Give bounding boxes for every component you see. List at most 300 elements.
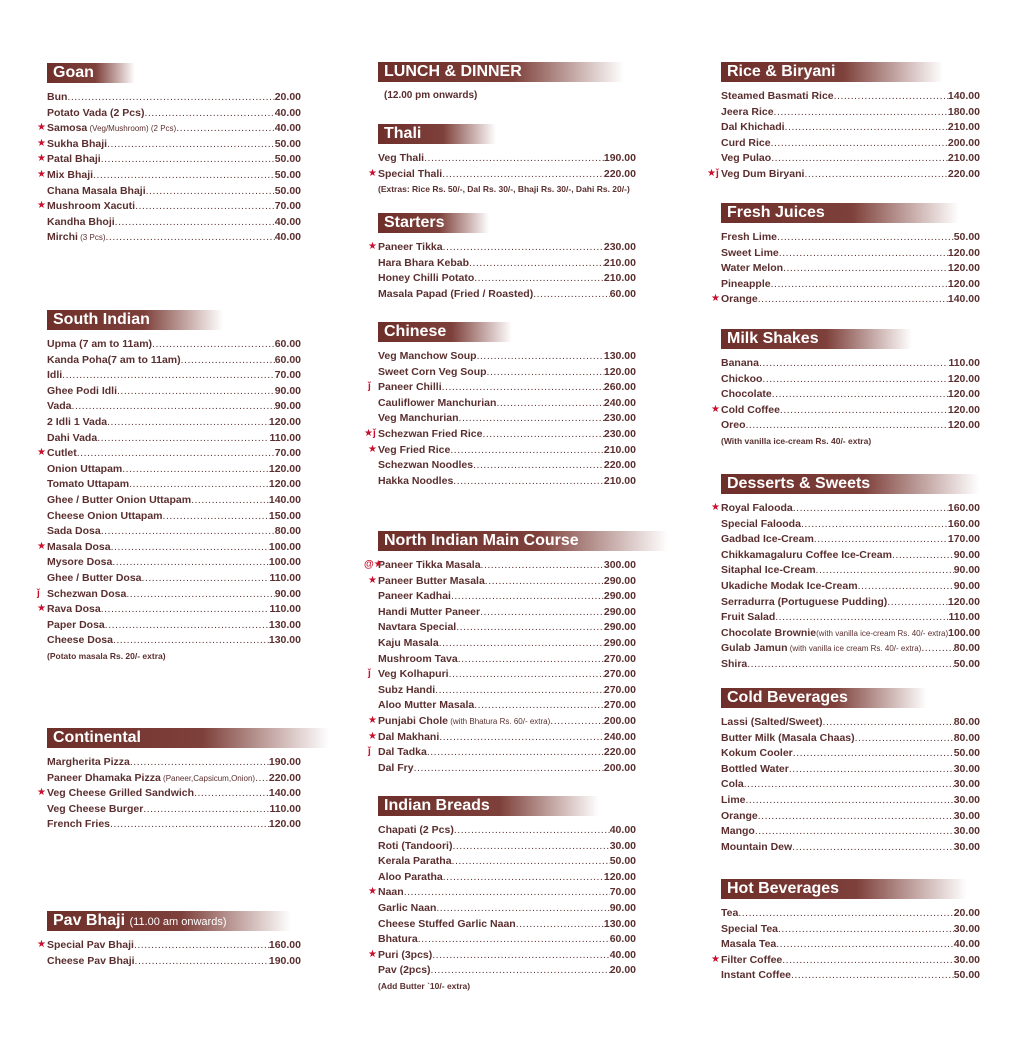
item-price: 70.00 [274, 200, 301, 213]
section-header [721, 203, 959, 223]
item-leader-dots [105, 231, 274, 243]
item-name [378, 241, 443, 253]
item-price: 130.00 [603, 350, 636, 362]
item-leader-dots [77, 447, 275, 459]
section-milk-shakes [711, 329, 980, 446]
item-leader-dots [738, 907, 953, 919]
item-leader-dots [782, 954, 953, 966]
item-name-text: Kaju Masala [378, 636, 439, 649]
section-title: Starters [384, 214, 445, 231]
item-price: 50.00 [274, 153, 301, 166]
item-price: 140.00 [947, 293, 980, 306]
item-price: 20.00 [609, 964, 636, 977]
item-leader-dots [778, 923, 954, 935]
item-name-text: Idli [47, 369, 63, 382]
menu-item [721, 121, 980, 137]
item-price: 220.00 [268, 771, 301, 784]
item-name [721, 357, 759, 369]
item-name-text: Garlic Naan [378, 901, 437, 914]
item-price: 140.00 [947, 90, 980, 102]
item-name-text: Bottled Water [721, 762, 789, 775]
menu-item [368, 381, 636, 397]
item-leader-dots [858, 580, 954, 592]
item-leader-dots [451, 590, 604, 602]
item-name-text: Kerala Paratha [378, 855, 452, 868]
menu-item [721, 923, 980, 939]
menu-item [378, 653, 636, 669]
menu-item [711, 953, 980, 970]
item-name-text: Paneer Tikka Masala [378, 559, 481, 571]
item-name [721, 168, 804, 180]
menu-item [47, 338, 301, 354]
item-name [378, 855, 452, 867]
item-name-text: Veg Kolhapuri [378, 668, 449, 681]
item-name [721, 642, 921, 654]
item-leader-dots [793, 747, 954, 759]
item-price: 50.00 [953, 657, 980, 670]
item-leader-dots [456, 621, 604, 633]
item-price: 30.00 [953, 793, 980, 806]
item-name [378, 397, 496, 409]
item-name [721, 658, 747, 670]
item-name-text: Puri (3pcs) [378, 948, 433, 961]
item-leader-dots [454, 824, 610, 836]
menu-item [37, 168, 301, 185]
menu-item [47, 525, 301, 541]
item-name [721, 969, 791, 981]
item-name [47, 400, 72, 412]
item-name [47, 478, 129, 490]
item-leader-dots [459, 412, 604, 424]
section-header [47, 310, 223, 330]
item-name-text: Special Tea [721, 922, 779, 935]
item-leader-dots [72, 400, 275, 412]
item-name-text: Roti (Tandoori) [378, 839, 453, 852]
item-price: 60.00 [274, 338, 301, 350]
section-fresh-juices [711, 203, 980, 309]
item-leader-dots [793, 502, 948, 514]
item-leader-dots [887, 596, 948, 608]
menu-item [721, 518, 980, 534]
item-marker-icon: ★ [368, 730, 377, 742]
item-marker-icon: ★ [368, 241, 377, 252]
menu-item [378, 684, 636, 700]
item-price: 290.00 [603, 590, 636, 603]
item-name-text: Mix Bhaji [47, 168, 94, 181]
menu-item [37, 939, 301, 955]
item-name [378, 272, 474, 284]
item-leader-dots [772, 388, 948, 400]
item-name-text: Tomato Uttapam [47, 478, 130, 491]
item-leader-dots [144, 107, 274, 119]
item-price: 290.00 [603, 621, 636, 634]
section-title: Fresh Juices [727, 204, 825, 221]
item-name-text: Cutlet [47, 447, 77, 460]
item-leader-dots [801, 518, 948, 530]
item-leader-dots [134, 939, 269, 951]
item-price: 130.00 [268, 634, 301, 647]
item-name-detail: (Paneer,Capsicum,Onion) [160, 773, 256, 783]
menu-item [37, 122, 301, 138]
item-name-text: Fruit Salad [721, 611, 776, 624]
item-name [721, 763, 789, 775]
item-leader-dots [774, 106, 948, 118]
item-price: 290.00 [603, 605, 636, 618]
menu-item [721, 841, 980, 857]
item-leader-dots [130, 756, 269, 768]
item-leader-dots [776, 938, 953, 950]
item-name [47, 463, 122, 475]
item-name [47, 541, 111, 553]
item-marker-icon: ★ [37, 153, 46, 165]
item-price: 50.00 [274, 184, 301, 197]
item-name [378, 871, 443, 883]
section-subtitle: (11.00 am onwards) [129, 916, 227, 928]
item-name-text: Kandha Bhoji [47, 215, 115, 228]
section-header [47, 911, 291, 931]
item-price: 90.00 [274, 587, 301, 600]
item-name-text: Special Pav Bhaji [47, 939, 134, 951]
section-goan [37, 63, 301, 247]
item-leader-dots [126, 588, 274, 600]
item-name [378, 288, 533, 300]
item-name-text: Fresh Lime [721, 231, 778, 243]
menu-item [378, 699, 636, 715]
item-leader-dots [789, 763, 954, 775]
item-leader-dots [142, 572, 270, 584]
menu-item [378, 366, 636, 382]
item-leader-dots [67, 91, 274, 103]
menu-item [721, 907, 980, 923]
item-price: 90.00 [609, 901, 636, 914]
item-price: 200.00 [947, 136, 980, 149]
item-price: 270.00 [603, 668, 636, 681]
item-name-text: Navtara Special [378, 621, 457, 634]
menu-item [47, 818, 301, 834]
menu-item [368, 730, 636, 747]
item-price: 70.00 [609, 886, 636, 899]
item-price: 90.00 [953, 579, 980, 592]
item-leader-dots [122, 463, 269, 475]
item-price: 130.00 [268, 618, 301, 631]
menu-item [721, 794, 980, 810]
item-name [47, 369, 62, 381]
menu-item [37, 587, 301, 604]
section-title: North Indian Main Course [384, 532, 579, 549]
item-name [378, 412, 459, 424]
section-continental [37, 728, 301, 834]
menu-item [378, 459, 636, 475]
menu-item [47, 91, 301, 107]
item-price: 270.00 [603, 652, 636, 665]
item-price: 50.00 [609, 855, 636, 868]
item-leader-dots [474, 272, 604, 284]
menu-item [368, 443, 636, 460]
item-name [721, 778, 744, 790]
item-price: 90.00 [274, 384, 301, 397]
section-note: (Extras: Rice Rs. 50/-, Dal Rs. 30/-, Bhaji Rs. 30/-, Dahi Rs. 20/-) [378, 184, 630, 195]
menu-item [368, 886, 636, 902]
item-name-text: Dal Tadka [378, 746, 427, 759]
menu-item [707, 167, 980, 184]
item-name [721, 373, 762, 385]
item-marker-icon: ★ [37, 603, 46, 615]
item-name-text: Aloo Mutter Masala [378, 699, 475, 712]
item-price: 120.00 [268, 478, 301, 491]
item-name [378, 902, 436, 914]
menu-item [721, 564, 980, 580]
item-name-text: Sweet Lime [721, 246, 779, 259]
menu-item [47, 510, 301, 526]
menu-item [721, 747, 980, 763]
item-leader-dots [135, 955, 269, 967]
item-name [378, 559, 481, 571]
item-name [721, 938, 776, 950]
item-price: 20.00 [953, 907, 980, 919]
item-name-text: Lime [721, 793, 746, 806]
menu-item [47, 619, 301, 635]
item-name-text: Banana [721, 357, 759, 369]
menu-item [37, 153, 301, 169]
item-price: 160.00 [947, 517, 980, 530]
item-leader-dots [101, 153, 275, 165]
menu-item [721, 716, 980, 732]
item-name-text: Cola [721, 778, 744, 791]
item-name-text: Ukadiche Modak Ice-Cream [721, 579, 858, 592]
menu-item [47, 772, 301, 788]
item-name-text: Rava Dosa [47, 603, 101, 616]
item-leader-dots [107, 416, 269, 428]
menu-item [721, 969, 980, 985]
item-leader-dots [823, 716, 954, 728]
item-name-text: Punjabi Chole [378, 714, 449, 727]
menu-item [47, 216, 301, 232]
menu-item [368, 668, 636, 684]
section-note: (Add Butter `10/- extra) [378, 980, 471, 991]
item-marker-icon: ★ [37, 787, 46, 799]
item-name [47, 556, 112, 568]
menu-item [47, 756, 301, 772]
menu-item [721, 357, 980, 373]
item-price: 70.00 [274, 369, 301, 382]
item-name [47, 385, 117, 397]
item-marker-icon: ★ [711, 293, 720, 305]
item-name-detail: (with vanilla ice-cream Rs. 40/- extra) [816, 628, 949, 638]
item-marker-icon: ★ [37, 137, 46, 149]
item-price: 120.00 [603, 870, 636, 883]
item-marker-icon: ★ [711, 502, 720, 513]
section-pav-bhaji [37, 911, 301, 970]
item-leader-dots [759, 357, 949, 369]
item-leader-dots [62, 369, 275, 381]
item-name [47, 572, 142, 584]
menu-item [721, 580, 980, 596]
item-price: 210.00 [603, 443, 636, 456]
item-price: 190.00 [268, 756, 301, 768]
item-price: 150.00 [268, 509, 301, 522]
item-leader-dots [747, 658, 953, 670]
item-name [47, 818, 110, 830]
item-name-text: Masala Tea [721, 938, 777, 951]
item-price: 140.00 [268, 787, 301, 800]
item-leader-dots [804, 168, 947, 180]
item-leader-dots [431, 964, 610, 976]
item-price: 120.00 [947, 372, 980, 385]
menu-item [378, 621, 636, 637]
menu-item [378, 933, 636, 949]
item-leader-dots [424, 152, 604, 164]
menu-item [47, 354, 301, 370]
item-name [721, 388, 772, 400]
item-leader-dots [163, 510, 269, 522]
item-leader-dots [129, 478, 269, 490]
menu-item [47, 107, 301, 123]
menu-item [721, 90, 980, 106]
item-name [47, 138, 107, 150]
item-price: 50.00 [953, 969, 980, 982]
menu-item [368, 574, 636, 591]
menu-item [378, 824, 636, 840]
item-name-text: Cheese Onion Uttapam [47, 509, 163, 522]
item-price: 30.00 [953, 953, 980, 966]
menu-item [721, 642, 980, 658]
item-name [47, 122, 176, 134]
item-name-text: Bhatura [378, 933, 418, 946]
item-name [378, 653, 458, 665]
item-price: 190.00 [603, 152, 636, 164]
item-leader-dots [458, 653, 604, 665]
section-starters [368, 213, 636, 303]
item-price: 270.00 [603, 699, 636, 712]
item-name [378, 152, 424, 164]
item-name-text: Orange [721, 293, 758, 306]
menu-item [721, 825, 980, 841]
item-name [721, 262, 783, 274]
item-name-detail: (with Bhatura Rs. 60/- extra) [448, 716, 551, 726]
item-leader-dots [181, 354, 275, 366]
item-price: 300.00 [603, 559, 636, 571]
item-price: 220.00 [603, 459, 636, 472]
item-name-text: Honey Chilli Potato [378, 272, 475, 285]
item-price: 170.00 [947, 533, 980, 546]
item-price: 80.00 [953, 731, 980, 744]
item-price: 190.00 [268, 954, 301, 967]
item-leader-dots [762, 373, 947, 385]
item-name-text: Kokum Cooler [721, 747, 793, 760]
section-indian-breads [368, 796, 636, 991]
menu-item [721, 763, 980, 779]
item-price: 30.00 [953, 825, 980, 838]
item-name [721, 794, 746, 806]
item-name-text: Serradurra (Portuguese Pudding) [721, 595, 888, 608]
item-name [47, 169, 93, 181]
item-price: 40.00 [274, 122, 301, 135]
item-marker-icon: ★ [37, 200, 46, 212]
section-header [378, 531, 668, 551]
section-header [378, 322, 512, 342]
item-name-text: Sweet Corn Veg Soup [378, 365, 487, 378]
item-name [378, 257, 469, 269]
item-price: 120.00 [947, 388, 980, 401]
item-leader-dots [755, 825, 954, 837]
item-name [47, 772, 255, 784]
item-name-text: Filter Coffee [721, 953, 783, 966]
item-name [721, 278, 771, 290]
item-name-text: French Fries [47, 818, 111, 831]
menu-item [47, 955, 301, 971]
item-price: 80.00 [953, 716, 980, 728]
item-name-text: Paneer Dhamaka Pizza [47, 771, 161, 784]
item-name-text: Veg Cheese Grilled Sandwich [47, 787, 195, 800]
menu-item [37, 137, 301, 154]
menu-item [378, 840, 636, 856]
item-leader-dots [775, 611, 948, 623]
section-header [378, 124, 496, 144]
item-leader-dots [191, 494, 269, 506]
item-name [47, 338, 152, 350]
item-price: 240.00 [603, 730, 636, 743]
item-name-text: Schezwan Noodles [378, 459, 474, 472]
item-leader-dots [469, 257, 604, 269]
item-leader-dots [450, 444, 604, 456]
item-marker-icon: ǰ [368, 668, 371, 680]
section-rice-biryani [707, 62, 980, 184]
item-name-text: Paneer Butter Masala [378, 574, 485, 587]
item-leader-dots [785, 121, 948, 133]
item-leader-dots [255, 772, 269, 784]
item-name-text: Dal Fry [378, 761, 414, 774]
item-price: 120.00 [268, 462, 301, 475]
item-price: 110.00 [269, 603, 301, 616]
item-name-text: Special Thali [378, 167, 443, 180]
section-title: South Indian [53, 311, 150, 328]
menu-item [378, 350, 636, 366]
item-leader-dots [143, 803, 269, 815]
item-name-text: Oreo [721, 419, 746, 432]
item-marker-icon: ★ [368, 886, 377, 898]
menu-item [721, 778, 980, 794]
menu-item [378, 272, 636, 288]
menu-item [721, 262, 980, 278]
menu-item [37, 603, 301, 619]
item-leader-dots [115, 216, 275, 228]
menu-item [47, 634, 301, 650]
menu-item [47, 803, 301, 819]
item-name [378, 824, 454, 836]
item-name [721, 404, 780, 416]
item-leader-dots [146, 185, 275, 197]
menu-item [378, 397, 636, 413]
item-leader-dots [780, 404, 948, 416]
item-name [47, 494, 191, 506]
item-name-text: Paneer Tikka [378, 241, 443, 253]
section-title: Thali [384, 125, 422, 142]
item-leader-dots [432, 949, 609, 961]
item-name [378, 590, 451, 602]
item-name-text: 2 Idli 1 Vada [47, 415, 108, 428]
item-price: 30.00 [953, 762, 980, 775]
item-name [378, 715, 550, 727]
item-name [47, 787, 194, 799]
section-header [378, 62, 624, 82]
item-leader-dots [404, 886, 610, 898]
item-leader-dots [176, 122, 275, 134]
item-leader-dots [443, 871, 604, 883]
item-leader-dots [758, 293, 948, 305]
menu-item [721, 231, 980, 247]
item-name [721, 732, 855, 744]
item-price: 140.00 [268, 493, 301, 506]
